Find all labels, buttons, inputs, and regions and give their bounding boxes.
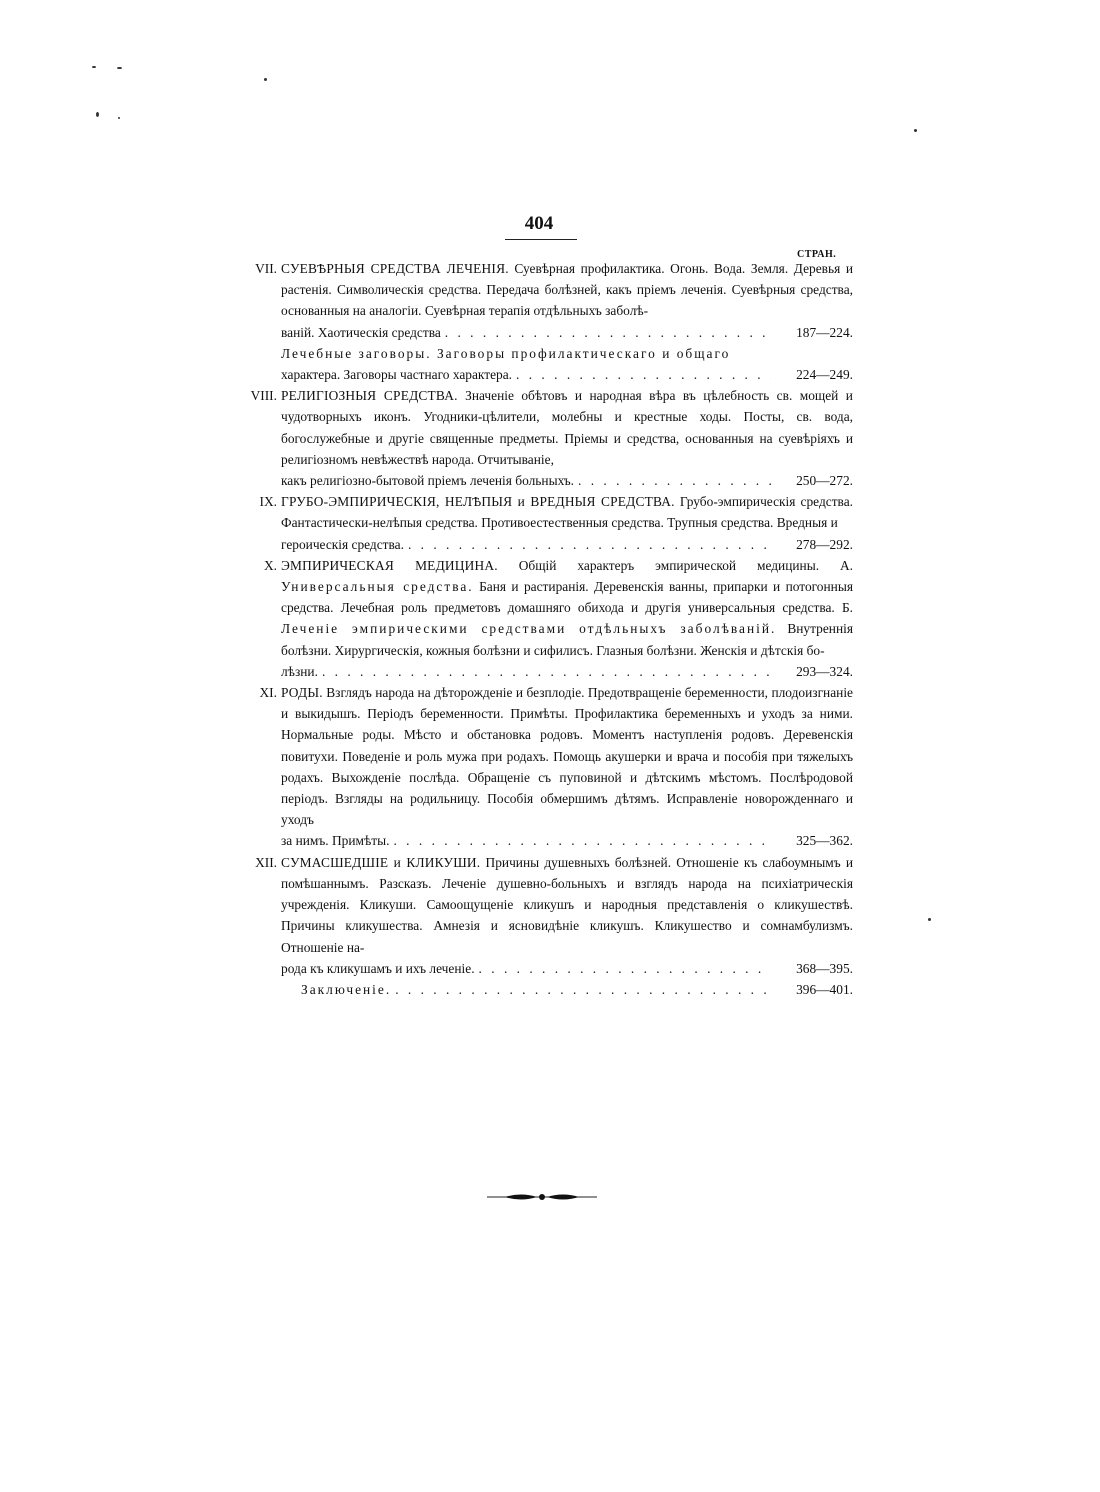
toc-entry-ch8 bbox=[233, 385, 853, 491]
chapter-description: Взглядъ народа на дѣторожденіе и безплодіе. Предотвращеніе беременности, плодоизгнаніе и выкидышъ. Періодъ беременности. Примѣты. Профилактика беременныхъ и уходъ за ними. Нормальные роды. Мѣсто и обстановка родовъ. Моментъ наступленія родовъ. Деревенскія повитухи. Поведеніе и роль мужа при родахъ. Помощь акушерки и врача и пособія при тяжелыхъ родахъ. Выхожденіе послѣда. Обращеніе съ пуповиной и дѣтскимъ мѣстомъ. Послѣродовой періодъ. Взгляды на родильницу. Пособія обмершимъ дѣтямъ. Исправленіе новорожденнаго и уходъ bbox=[281, 685, 853, 828]
dot-leader bbox=[395, 979, 771, 1000]
chapter-title: ГРУБО-ЭМПИРИЧЕСКІЯ, НЕЛѢПЫЯ и ВРЕДНЫЯ СРЕДСТВА. bbox=[281, 494, 675, 510]
dot-leader bbox=[393, 830, 771, 851]
dot-leader bbox=[322, 661, 771, 682]
section-heading-specific: Леченіе эмпирическими средствами отдѣльныхъ заболѣваній. bbox=[281, 621, 777, 637]
dot-leader bbox=[408, 534, 771, 555]
section-heading-universal: Универсальныя средства. bbox=[281, 579, 474, 595]
toc-entry-ch7 bbox=[233, 258, 853, 343]
toc-entry-conclusion bbox=[233, 979, 853, 1000]
scan-speck bbox=[914, 129, 917, 132]
chapter-title: РОДЫ. bbox=[281, 685, 323, 701]
chapter-description-end: какъ религіозно-бытовой пріемъ леченія больныхъ. bbox=[281, 473, 575, 489]
chapter-title: СУМАСШЕДШІЕ и КЛИКУШИ. bbox=[281, 854, 481, 870]
chapter-description-end: за нимъ. Примѣты. bbox=[281, 833, 390, 849]
page-range: 250—272. bbox=[796, 473, 853, 489]
chapter-description: Грубо-эмпирическія средства. Фантастически-нелѣпыя средства. Противоестественныя средства. Трупныя средства. Вредныя и bbox=[281, 494, 853, 531]
chapter-description: Баня и растиранія. Деревенскія ванны, припарки и потогонныя средства. Лечебная роль предметовъ домашняго обихода и другія универсальныя средства. Б. bbox=[281, 579, 853, 616]
page-range: 396—401. bbox=[796, 981, 853, 997]
chapter-number: XI. bbox=[259, 685, 277, 701]
toc-entry-ch10 bbox=[233, 555, 853, 682]
chapter-description: Причины душевныхъ болѣзней. Отношеніе къ слабоумнымъ и помѣшаннымъ. Разсказъ. Леченіе душевно-больныхъ и взглядъ народа на психіатрическія учрежденія. Кликуши. Самоощущеніе кликушъ и народныя представленія о кликушествѣ. Причины кликушества. Амнезія и ясновидѣніе кликушъ. Кликушество и сомнамбулизмъ. Отношеніе на- bbox=[281, 854, 853, 955]
page-range: 368—395. bbox=[796, 960, 853, 976]
chapter-description-end: лѣзни. bbox=[281, 663, 318, 679]
page-range: 224—249. bbox=[796, 367, 853, 383]
scan-speck bbox=[117, 67, 122, 69]
page-number: 404 bbox=[524, 213, 554, 234]
table-of-contents bbox=[233, 258, 853, 1000]
chapter-description: Общій характеръ эмпирической медицины. А. bbox=[518, 557, 854, 573]
page-range: 278—292. bbox=[796, 536, 853, 552]
toc-entry-ch9 bbox=[233, 491, 853, 555]
dot-leader bbox=[578, 470, 771, 491]
scan-speck bbox=[264, 78, 267, 81]
chapter-description: Внутреннія болѣзни. Хирургическія, кожныя болѣзни и сифилисъ. Глазныя болѣзни. Женскія и дѣтскія бо- bbox=[281, 621, 853, 658]
chapter-title: ЭМПИРИЧЕСКАЯ МЕДИЦИНА. bbox=[281, 557, 498, 573]
chapter-number: X. bbox=[263, 557, 277, 573]
scan-speck bbox=[92, 66, 96, 68]
scan-speck bbox=[96, 112, 99, 117]
chapter-title: РЕЛИГІОЗНЫЯ СРЕДСТВА. bbox=[281, 388, 458, 404]
scan-speck bbox=[928, 918, 931, 921]
chapter-number: VII. bbox=[255, 261, 277, 276]
chapter-description: Значеніе обѣтовъ и народная вѣра въ цѣлебность св. мощей и чудотворныхъ иконъ. Угодники-цѣлители, молебны и крестные ходы. Посты, св. вода, богослужебные и другіе священные предметы. Пріемы и средства, основанныя на суевѣріяхъ и религіозномъ невѣжествѣ народа. Отчитываніе, bbox=[281, 388, 853, 467]
chapter-description-end: рода къ кликушамъ и ихъ леченіе. bbox=[281, 960, 475, 976]
subsection-description: Лечебные заговоры. Заговоры профилактическаго и общаго bbox=[281, 345, 731, 361]
dot-leader bbox=[445, 322, 771, 343]
chapter-title: СУЕВѢРНЫЯ СРЕДСТВА ЛЕЧЕНІЯ. bbox=[281, 261, 509, 276]
chapter-description-end: ваній. Хаотическія средства bbox=[281, 324, 441, 340]
page-range: 187—224. bbox=[796, 324, 853, 340]
toc-entry-ch11 bbox=[233, 682, 853, 852]
chapter-description: Суевѣрная профилактика. Огонь. Вода. Земля. Деревья и растенія. Символическія средства. Передача болѣзней, какъ пріемъ леченія. Суевѣрныя средства, основанныя на аналогіи. Суевѣрная терапія отдѣльныхъ заболѣ- bbox=[281, 261, 854, 319]
subsection-description-end: характера. Заговоры частнаго характера. bbox=[281, 367, 513, 383]
end-ornament bbox=[487, 1192, 597, 1202]
conclusion-title: Заключеніе. bbox=[301, 981, 392, 997]
page-range: 325—362. bbox=[796, 833, 853, 849]
dot-leader bbox=[516, 364, 771, 385]
chapter-number: IX. bbox=[259, 494, 277, 510]
scan-speck bbox=[118, 117, 120, 119]
page-number-rule bbox=[505, 239, 577, 240]
dot-leader bbox=[479, 958, 771, 979]
toc-entry-ch12 bbox=[233, 852, 853, 979]
page-range: 293—324. bbox=[796, 663, 853, 679]
pages-column-header: СТРАН. bbox=[797, 249, 837, 260]
chapter-number: VIII. bbox=[250, 388, 277, 404]
toc-subentry-ch7 bbox=[233, 343, 853, 385]
chapter-description-end: героическія средства. bbox=[281, 536, 404, 552]
chapter-number: XII. bbox=[255, 854, 277, 870]
